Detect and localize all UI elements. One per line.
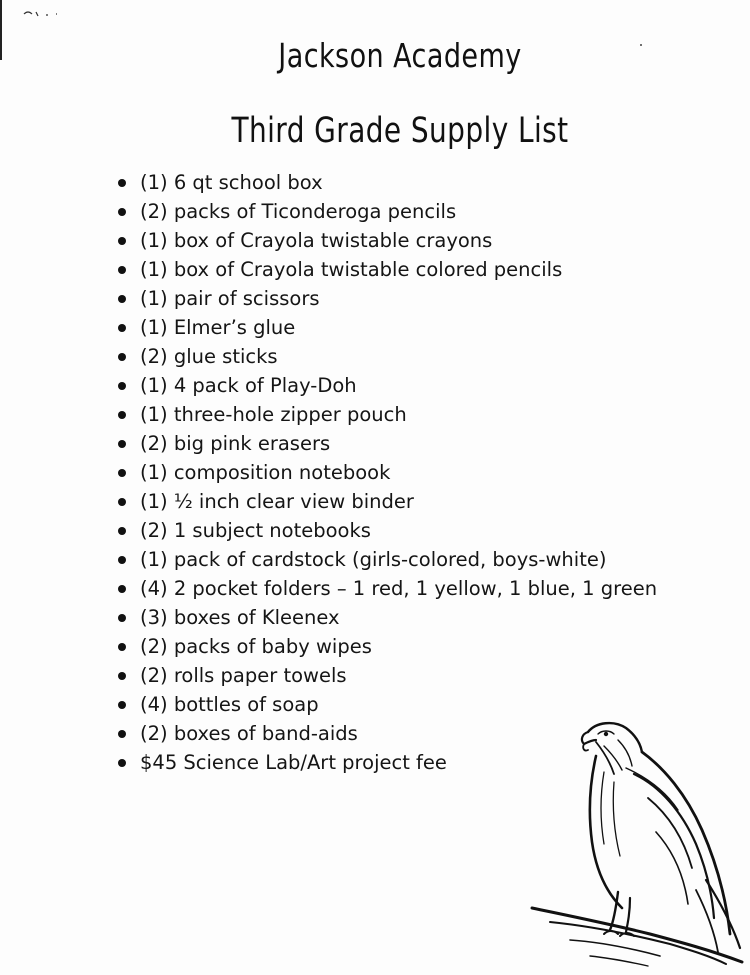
bullet-icon bbox=[118, 585, 126, 593]
bullet-icon bbox=[118, 469, 126, 477]
bullet-icon bbox=[118, 498, 126, 506]
scan-edge-line bbox=[0, 0, 2, 60]
bullet-icon bbox=[118, 324, 126, 332]
supply-list-item bbox=[118, 487, 657, 516]
supply-item-text: (1) Elmer’s glue bbox=[140, 316, 296, 339]
supply-item-text: (1) box of Crayola twistable colored pencils bbox=[140, 258, 563, 281]
bullet-icon bbox=[118, 701, 126, 709]
supply-item-text: (3) boxes of Kleenex bbox=[140, 606, 340, 629]
scan-mark-icon bbox=[22, 6, 82, 20]
supply-list bbox=[118, 168, 657, 777]
supply-list-item bbox=[118, 574, 657, 603]
bullet-icon bbox=[118, 237, 126, 245]
supply-item-text: (2) 1 subject notebooks bbox=[140, 519, 371, 542]
supply-list-item bbox=[118, 400, 657, 429]
supply-list-item bbox=[118, 458, 657, 487]
supply-item-text: (2) big pink erasers bbox=[140, 432, 331, 455]
supply-item-text: (1) box of Crayola twistable crayons bbox=[140, 229, 493, 252]
supply-list-item bbox=[118, 516, 657, 545]
supply-item-text: (2) packs of Ticonderoga pencils bbox=[140, 200, 457, 223]
bullet-icon bbox=[118, 382, 126, 390]
supply-list-item bbox=[118, 255, 657, 284]
bullet-icon bbox=[118, 266, 126, 274]
supply-list-item bbox=[118, 284, 657, 313]
supply-list-item bbox=[118, 603, 657, 632]
supply-item-text: (4) bottles of soap bbox=[140, 693, 319, 716]
list-title-heading: Third Grade Supply List bbox=[231, 111, 569, 152]
bullet-icon bbox=[118, 440, 126, 448]
bullet-icon bbox=[118, 353, 126, 361]
supply-list-item bbox=[118, 226, 657, 255]
supply-item-text: (1) ½ inch clear view binder bbox=[140, 490, 414, 513]
bullet-icon bbox=[118, 208, 126, 216]
bullet-icon bbox=[118, 295, 126, 303]
supply-list-item bbox=[118, 197, 657, 226]
supply-item-text: (1) pack of cardstock (girls-colored, boys-white) bbox=[140, 548, 607, 571]
supply-item-text: (1) three-hole zipper pouch bbox=[140, 403, 407, 426]
bullet-icon bbox=[118, 672, 126, 680]
supply-list-item bbox=[118, 661, 657, 690]
eagle-icon bbox=[530, 712, 745, 967]
bullet-icon bbox=[118, 411, 126, 419]
supply-item-text: (4) 2 pocket folders – 1 red, 1 yellow, 1 blue, 1 green bbox=[140, 577, 658, 600]
bullet-icon bbox=[118, 556, 126, 564]
supply-list-item bbox=[118, 371, 657, 400]
supply-item-text: (1) 4 pack of Play-Doh bbox=[140, 374, 357, 397]
supply-list-item bbox=[118, 342, 657, 371]
supply-item-text: (1) 6 qt school box bbox=[140, 171, 323, 194]
supply-item-text: (1) pair of scissors bbox=[140, 287, 320, 310]
supply-list-item bbox=[118, 632, 657, 661]
bullet-icon bbox=[118, 179, 126, 187]
school-name-heading: Jackson Academy bbox=[278, 36, 522, 76]
supply-list-item bbox=[118, 545, 657, 574]
bullet-icon bbox=[118, 730, 126, 738]
supply-item-text: (2) packs of baby wipes bbox=[140, 635, 372, 658]
supply-list-item bbox=[118, 429, 657, 458]
supply-item-text: $45 Science Lab/Art project fee bbox=[140, 751, 447, 774]
supply-list-item bbox=[118, 313, 657, 342]
bullet-icon bbox=[118, 614, 126, 622]
bullet-icon bbox=[118, 759, 126, 767]
bullet-icon bbox=[118, 643, 126, 651]
supply-item-text: (2) rolls paper towels bbox=[140, 664, 347, 687]
supply-item-text: (1) composition notebook bbox=[140, 461, 391, 484]
supply-item-text: (2) boxes of band-aids bbox=[140, 722, 358, 745]
bullet-icon bbox=[118, 527, 126, 535]
supply-list-item bbox=[118, 168, 657, 197]
supply-item-text: (2) glue sticks bbox=[140, 345, 278, 368]
